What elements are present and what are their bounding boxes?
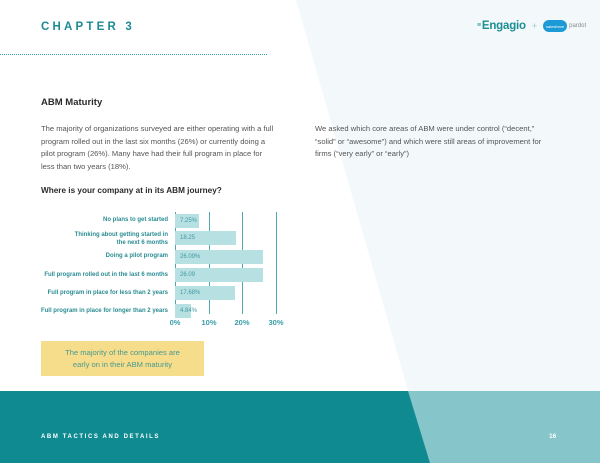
bar-value-label: 26.09 (180, 272, 196, 278)
category-label: Full program in place for less than 2 years (47, 290, 168, 296)
page-number: 16 (549, 433, 557, 440)
x-tick-label: 30% (268, 318, 284, 327)
callout-box (41, 341, 204, 376)
category-label: Doing a pilot program (105, 253, 168, 259)
chapter-heading: CHAPTER 3 (41, 21, 135, 33)
engagio-bars-icon: ≡ (477, 22, 481, 29)
category-label: No plans to get started (102, 217, 168, 223)
bar-value-label: 18.25 (180, 235, 196, 241)
bar-value-label: 17.68% (180, 290, 201, 296)
category-label: Full program rolled out in the last 6 months (44, 272, 168, 278)
gridline-30 (276, 212, 277, 314)
salesforce-logo-text: salesforce (546, 23, 565, 29)
x-tick-label: 20% (234, 318, 250, 327)
plus-sign: + (531, 21, 538, 31)
callout-text: The majority of the companies are early on in their ABM maturity (65, 347, 180, 369)
category-label: Full program in place for longer than 2 years (40, 308, 168, 314)
category-label: Thinking about getting started in the next 6 months (74, 232, 168, 246)
bar-value-label: 7.25% (180, 218, 198, 224)
footer-section-label: ABM TACTICS AND DETAILS (41, 434, 161, 440)
intro-paragraph: The majority of organizations surveyed are either operating with a full program rolled out in the last six months (26%) or currently doing a pilot program (26%). Many have had their full program in place for less than two years (18%). (41, 124, 274, 172)
pardot-logo-text: pardot (569, 23, 587, 29)
chart-question: Where is your company at in its ABM journey? (41, 186, 222, 195)
section-title: ABM Maturity (41, 97, 103, 108)
right-paragraph: We asked which core areas of ABM were under control (“decent,” “solid” or “awesome”) and which were still areas of improvement for firms (“very early” or “early”) (315, 124, 542, 159)
x-tick-label: 10% (201, 318, 217, 327)
bar-value-label: 26.09% (180, 254, 201, 260)
engagio-logo-text: Engagio (481, 20, 526, 32)
x-tick-label: 0% (169, 318, 181, 327)
bar-value-label: 4.84% (180, 308, 198, 314)
